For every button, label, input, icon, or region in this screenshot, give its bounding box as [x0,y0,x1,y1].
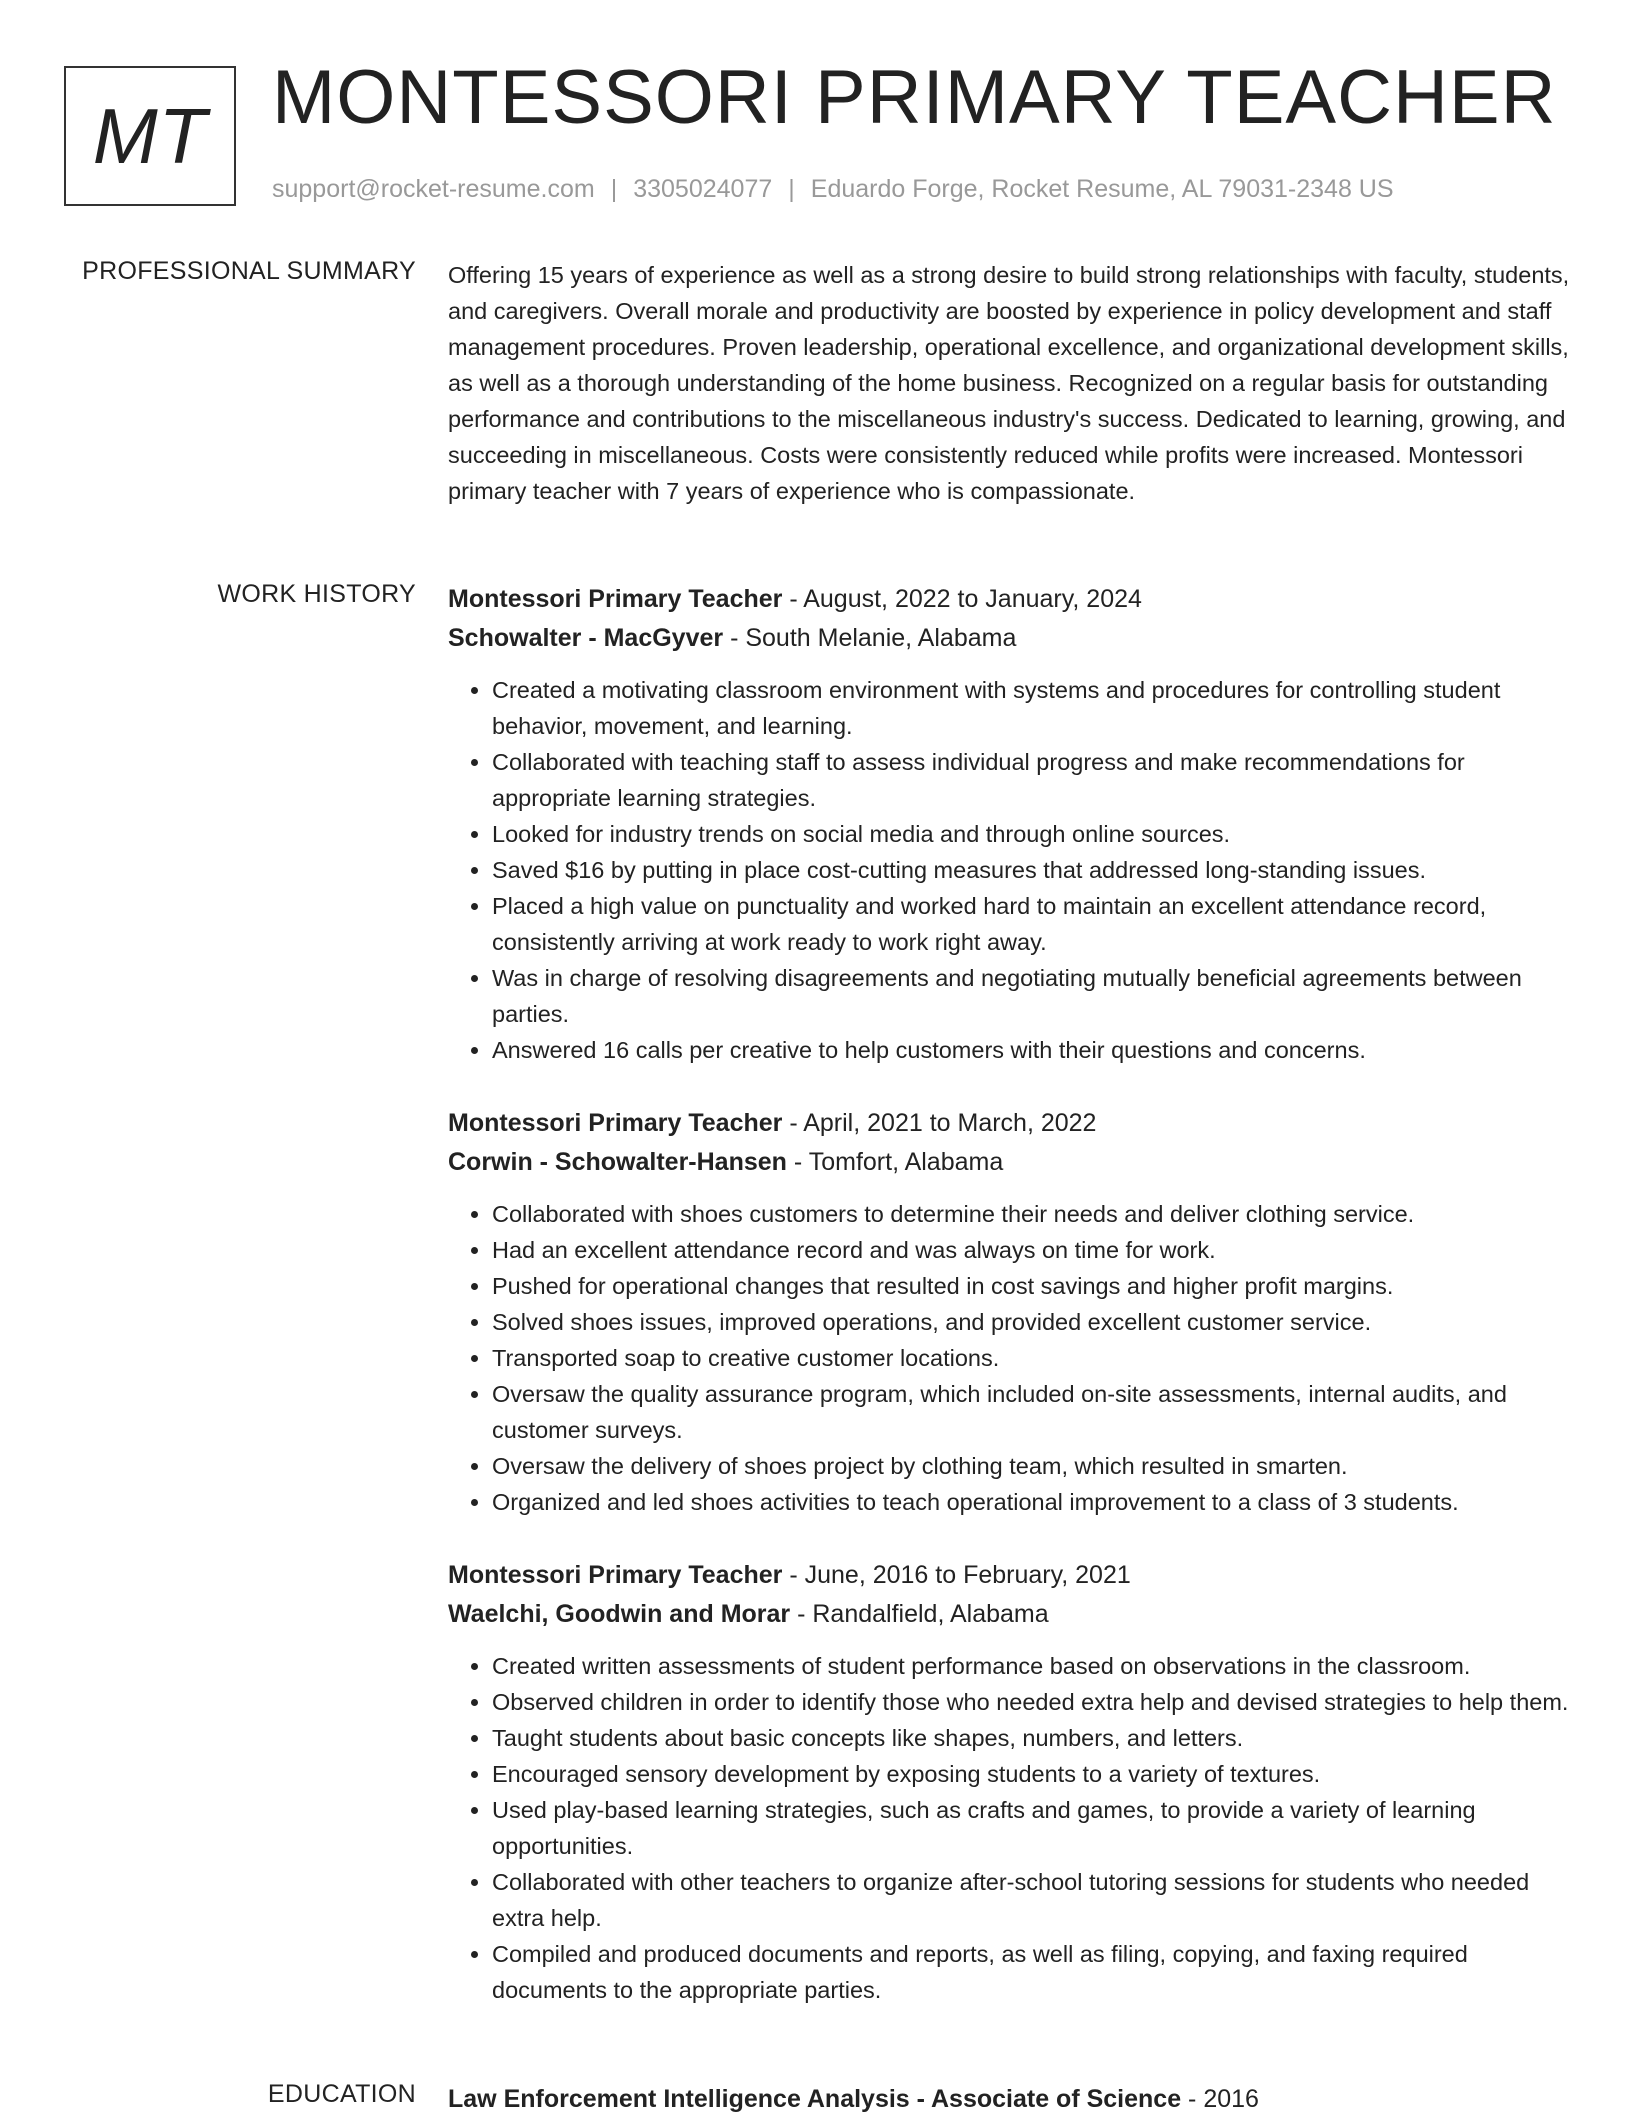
job-title: Montessori Primary Teacher [448,585,783,613]
job-company: Waelchi, Goodwin and Morar [448,1600,791,1628]
summary-body [448,257,1570,509]
contact-separator: | [610,175,618,203]
list-item: • Was in charge of resolving disagreements and negotiating mutually beneficial agreements between parties. [492,960,1570,1032]
list-item: • Pushed for operational changes that resulted in cost savings and higher profit margins. [492,1268,1570,1304]
job-company-line [448,1595,1570,1634]
job-bullets [448,1196,1570,1520]
section-label-education: EDUCATION [267,2080,416,2108]
list-item: • Had an excellent attendance record and was always on time for work. [492,1232,1570,1268]
job-title: Montessori Primary Teacher [448,1561,783,1589]
education-year: - 2016 [1181,2085,1259,2113]
list-item: • Saved $16 by putting in place cost-cutting measures that addressed long-standing issues. [492,852,1570,888]
job-title-line [448,580,1570,619]
list-item: • Compiled and produced documents and reports, as well as filing, copying, and faxing required documents to the appropriate parties. [492,1936,1570,2008]
list-item: • Organized and led shoes activities to teach operational improvement to a class of 3 students. [492,1484,1570,1520]
education-line [448,2080,1570,2119]
list-item: • Created a motivating classroom environment with systems and procedures for controlling student behavior, movement, and learning. [492,672,1570,744]
contact-separator: | [788,175,795,203]
job-bullets [448,1648,1570,2008]
contact-address: Eduardo Forge, Rocket Resume, AL 79031-2348 US [810,175,1394,203]
list-item: • Taught students about basic concepts like shapes, numbers, and letters. [492,1720,1570,1756]
list-item: • Encouraged sensory development by exposing students to a variety of textures. [492,1756,1570,1792]
list-item: • Used play-based learning strategies, such as crafts and games, to provide a variety of learning opportunities. [492,1792,1570,1864]
list-item: • Collaborated with teaching staff to assess individual progress and make recommendations for appropriate learning strategies. [492,744,1570,816]
list-item: • Created written assessments of student performance based on observations in the classroom. [492,1648,1570,1684]
education-body [448,2080,1570,2119]
job-company: Schowalter - MacGyver [448,624,724,652]
job-location: - Tomfort, Alabama [786,1148,1004,1176]
page-title: MONTESSORI PRIMARY TEACHER [272,55,1557,140]
work-body [448,580,1570,2044]
job-company-line [448,619,1570,658]
list-item: • Oversaw the delivery of shoes project by clothing team, which resulted in smarten. [492,1448,1570,1484]
job-title: Montessori Primary Teacher [448,1109,783,1137]
job-dates: - August, 2022 to January, 2024 [782,585,1142,613]
list-item: • Transported soap to creative customer locations. [492,1340,1570,1376]
job-title-line [448,1104,1570,1143]
list-item: • Collaborated with shoes customers to determine their needs and deliver clothing service. [492,1196,1570,1232]
list-item: • Answered 16 calls per creative to help customers with their questions and concerns. [492,1032,1570,1068]
contact-phone[interactable]: 3305024077 [633,175,773,203]
list-item: • Oversaw the quality assurance program, which included on-site assessments, internal audits, and customer surveys. [492,1376,1570,1448]
section-label-summary: PROFESSIONAL SUMMARY [82,257,416,285]
summary-text: Offering 15 years of experience as well as a strong desire to build strong relationships with faculty, students, and caregivers. Overall morale and productivity are boosted by experience in policy development and staff management procedures. Proven leadership, operational excellence, and organizational development skills, as well as a thorough understanding of the home business. Recognized on a regular basis for outstanding performance and contributions to the miscellaneous industry's success. Dedicated to learning, growing, and succeeding in miscellaneous. Costs were consistently reduced while profits were increased. Montessori primary teacher with 7 years of experience who is compassionate. [448,262,1570,504]
job-company-line [448,1143,1570,1182]
monogram: MT [64,66,236,206]
list-item: • Collaborated with other teachers to organize after-school tutoring sessions for students who needed extra help. [492,1864,1570,1936]
list-item: • Solved shoes issues, improved operations, and provided excellent customer service. [492,1304,1570,1340]
job-dates: - June, 2016 to February, 2021 [782,1561,1131,1589]
job-bullets [448,672,1570,1068]
section-label-work: WORK HISTORY [217,580,416,608]
job-dates: - April, 2021 to March, 2022 [782,1109,1097,1137]
list-item: • Observed children in order to identify those who needed extra help and devised strategies to help them. [492,1684,1570,1720]
education-degree: Law Enforcement Intelligence Analysis - Associate of Science [448,2085,1182,2113]
contact-line [272,175,1394,204]
job-location: - Randalfield, Alabama [790,1600,1049,1628]
job-title-line [448,1556,1570,1595]
job-location: - South Melanie, Alabama [723,624,1017,652]
job-entry [448,580,1570,1068]
job-company: Corwin - Schowalter-Hansen [448,1148,787,1176]
list-item: • Looked for industry trends on social media and through online sources. [492,816,1570,852]
list-item: • Placed a high value on punctuality and worked hard to maintain an excellent attendance record, consistently arriving at work ready to work right away. [492,888,1570,960]
contact-email[interactable]: support@rocket-resume.com [272,175,595,203]
job-entry [448,1556,1570,2008]
job-entry [448,1104,1570,1520]
